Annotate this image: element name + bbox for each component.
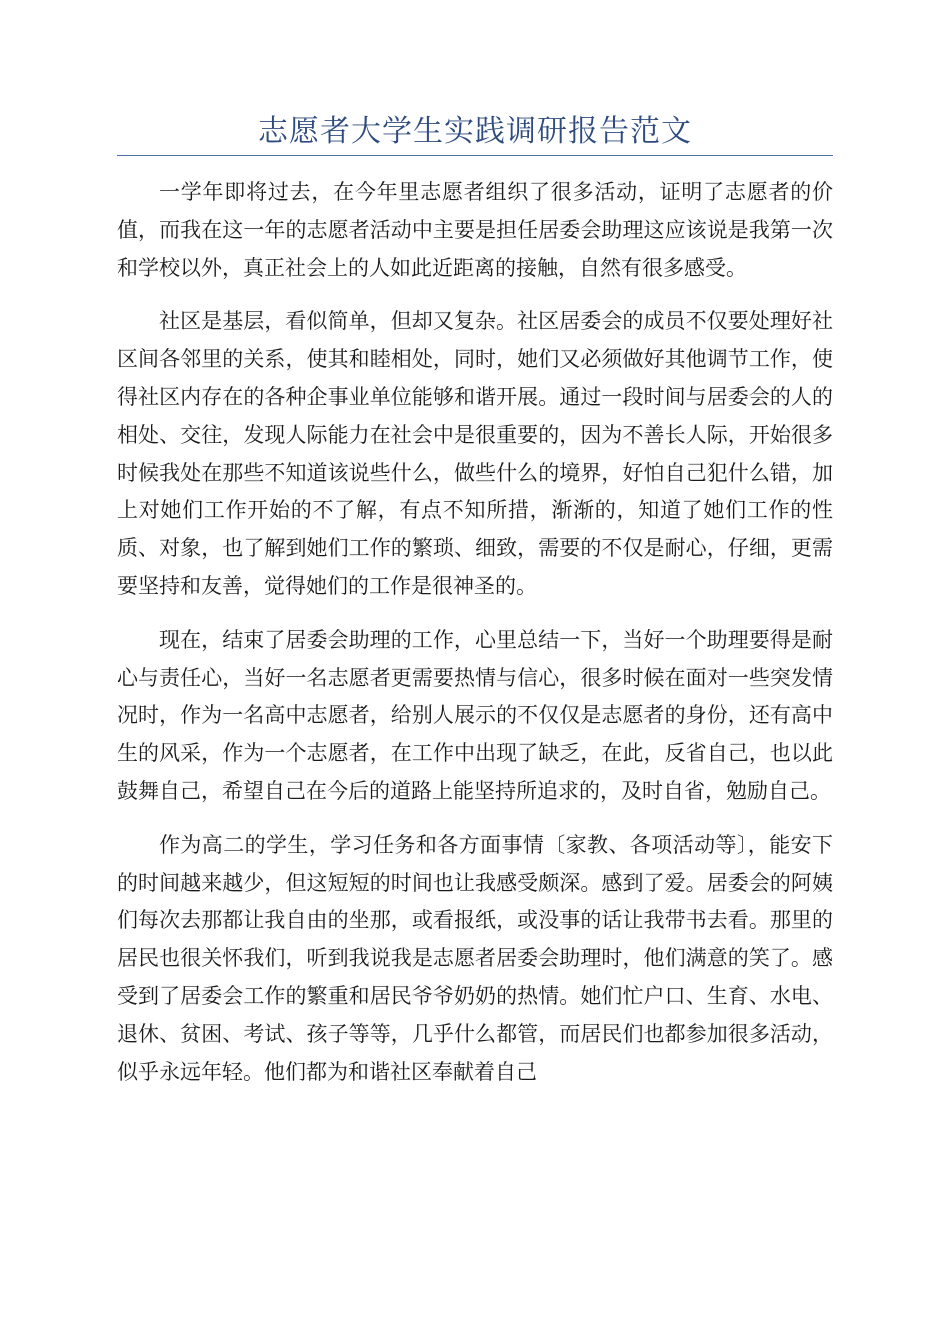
paragraph: 作为高二的学生，学习任务和各方面事情〔家教、各项活动等〕，能安下的时间越来越少，但这短短的时间也让我感受颇深。感到了爱。居委会的阿姨们每次去那都让我自由的坐那，或看报纸，或没事的话让我带书去看。那里的居民也很关怀我们，听到我说我是志愿者居委会助理时，他们满意的笑了。感受到了居委会工作的繁重和居民爷爷奶奶的热情。她们忙户口、生育、水电、退休、贫困、考试、孩子等等，几乎什么都管，而居民们也都参加很多活动，似乎永远年轻。他们都为和谐社区奉献着自己 [117, 832, 833, 1084]
paragraph: 社区是基层，看似简单，但却又复杂。社区居委会的成员不仅要处理好社区间各邻里的关系，使其和睦相处，同时，她们又必须做好其他调节工作，使得社区内存在的各种企事业单位能够和谐开展。通过一段时间与居委会的人的相处、交往，发现人际能力在社会中是很重要的，因为不善长人际，开始很多时候我处在那些不知道该说些什么，做些什么的境界，好怕自己犯什么错，加上对她们工作开始的不了解，有点不知所措，渐渐的，知道了她们工作的性质、对象，也了解到她们工作的繁琐、细致，需要的不仅是耐心，仔细，更需要坚持和友善，觉得她们的工作是很神圣的。 [117, 309, 833, 598]
paragraph: 现在，结束了居委会助理的工作，心里总结一下，当好一个助理要得是耐心与责任心，当好一名志愿者更需要热情与信心，很多时候在面对一些突发情况时，作为一名高中志愿者，给别人展示的不仅仅是志愿者的身份，还有高中生的风采，作为一个志愿者，在工作中出现了缺乏，在此，反省自己，也以此鼓舞自己，希望自己在今后的道路上能坚持所追求的，及时自省，勉励自己。 [117, 627, 833, 803]
page-title: 志愿者大学生实践调研报告范文 [258, 114, 692, 149]
paragraph: 一学年即将过去，在今年里志愿者组织了很多活动，证明了志愿者的价值，而我在这一年的志愿者活动中主要是担任居委会助理这应该说是我第一次和学校以外，真正社会上的人如此近距离的接触，自然有很多感受。 [117, 180, 833, 280]
title-underline [117, 155, 833, 156]
document-body [117, 174, 833, 1107]
